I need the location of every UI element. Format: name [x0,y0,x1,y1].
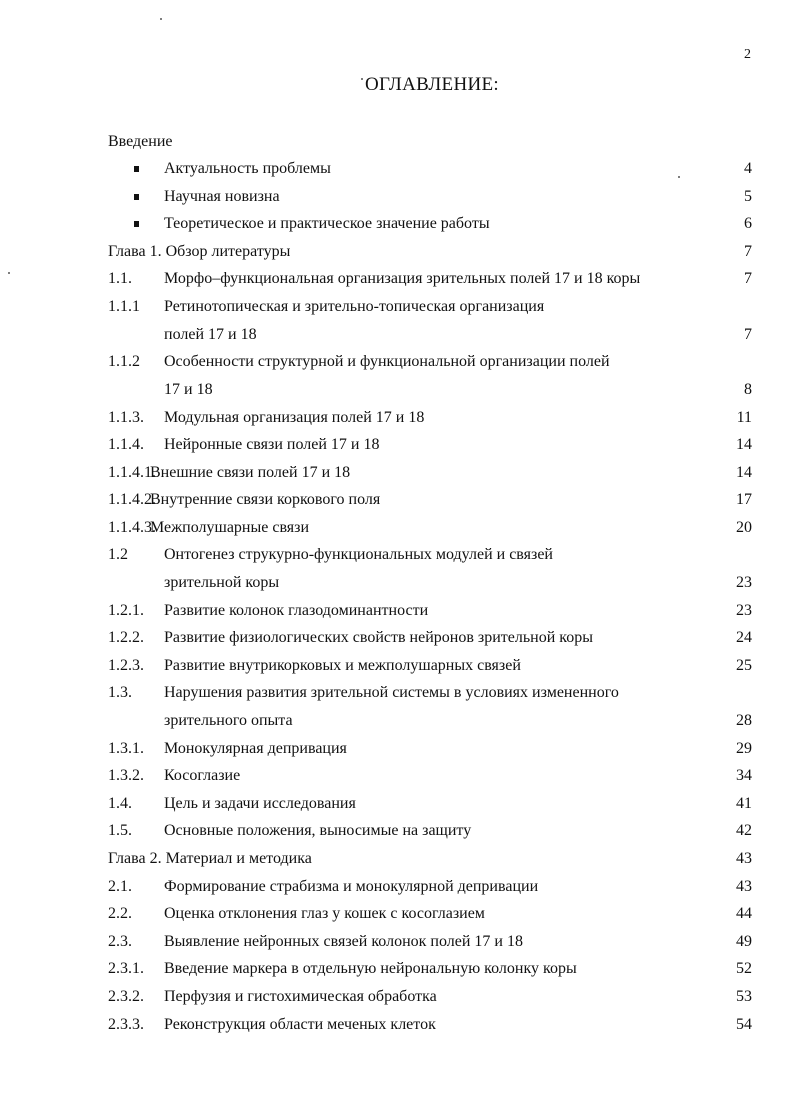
toc-entry-page: 43 [736,878,752,895]
toc-entry-text: Введение [108,133,173,150]
toc-chapter-heading[interactable] [0,845,794,872]
toc-entry-text: зрительной коры [164,574,280,591]
toc-entry-number: 1.1.4.3. [108,519,156,536]
toc-entry[interactable] [0,735,794,762]
bullet-icon [134,194,139,200]
toc-entry-page: 53 [736,988,752,1005]
toc-entry-page: 7 [744,326,752,343]
toc-entry[interactable] [0,873,794,900]
toc-entry-text: Перфузия и гистохимическая обработка [164,988,437,1005]
toc-intro-item[interactable] [0,210,794,237]
toc-entry-text: Ретинотопическая и зрительно-топическая организация [164,298,545,315]
toc-entry-page: 54 [736,1016,752,1033]
toc-entry-text: Научная новизна [164,188,280,205]
toc-entry-page: 28 [736,712,752,729]
page-title: ОГЛАВЛЕНИЕ: [365,74,499,95]
toc-entry[interactable] [0,541,794,568]
toc-entry-text: зрительного опыта [164,712,293,729]
toc-entry-page: 6 [744,215,752,232]
toc-entry-number: 2.3.2. [108,988,144,1005]
toc-entry-number: 1.2.3. [108,657,144,674]
toc-entry-number: 1.1.2 [108,353,140,370]
toc-entry-page: 44 [736,905,752,922]
toc-entry-text: Развитие внутрикорковых и межполушарных связей [164,657,521,674]
toc-entry-text: Оценка отклонения глаз у кошек с косоглазием [164,905,485,922]
toc-entry-continuation[interactable] [0,707,794,734]
toc-entry-number: 2.3.1. [108,960,144,977]
toc-chapter-heading[interactable] [0,238,794,265]
toc-entry-number: 1.5. [108,822,132,839]
toc-entry-text: Особенности структурной и функциональной организации полей [164,353,610,370]
toc-entry-text: Реконструкция области меченых клеток [164,1016,436,1033]
toc-entry[interactable] [0,762,794,789]
toc-entry-text: Морфо–функциональная организация зрительных полей 17 и 18 коры [164,270,641,287]
toc-entry-page: 23 [736,574,752,591]
toc-entry[interactable] [0,900,794,927]
toc-entry-text: Цель и задачи исследования [164,795,356,812]
toc-entry-number: 1.1. [108,270,132,287]
toc-entry[interactable] [0,514,794,541]
toc-entry-page: 41 [736,795,752,812]
scan-speck [160,18,162,20]
toc-entry-number: 1.2 [108,546,128,563]
toc-entry[interactable] [0,597,794,624]
toc-entry-number: 1.1.1 [108,298,140,315]
toc-entry-number: 1.1.4.2. [108,491,156,508]
toc-entry-page: 11 [736,409,752,426]
toc-entry-page: 52 [736,960,752,977]
toc-entry-text: Внутренние связи коркового поля [150,491,381,508]
toc-entry-page: 7 [744,270,752,287]
toc-entry[interactable] [0,486,794,513]
toc-entry-page: 23 [736,602,752,619]
toc-entry-text: Выявление нейронных связей колонок полей 17 и 18 [164,933,523,950]
toc-entry[interactable] [0,955,794,982]
toc-entry[interactable] [0,624,794,651]
toc-entry-text: Актуальность проблемы [164,160,331,177]
toc-entry-number: 1.2.2. [108,629,144,646]
toc-entry-text: Косоглазие [164,767,241,784]
toc-entry[interactable] [0,1011,794,1038]
toc-entry[interactable] [0,679,794,706]
toc-entry-page: 20 [736,519,752,536]
toc-intro-heading[interactable] [0,128,794,155]
toc-entry-page: 25 [736,657,752,674]
toc-entry-number: 2.3.3. [108,1016,144,1033]
toc-entry-page: 8 [744,381,752,398]
toc-entry-text: Нарушения развития зрительной системы в условиях измененного [164,684,619,701]
toc-entry-number: 2.1. [108,878,132,895]
scan-speck [361,78,363,80]
toc-entry[interactable] [0,928,794,955]
toc-entry-number: 1.3.2. [108,767,144,784]
toc-entry-text: Глава 2. Материал и методика [108,850,312,867]
toc-entry-text: Модульная организация полей 17 и 18 [164,409,425,426]
toc-entry-continuation[interactable] [0,569,794,596]
toc-entry[interactable] [0,431,794,458]
toc-entry-number: 1.1.4.1. [108,464,156,481]
bullet-icon [134,166,139,172]
toc-entry[interactable] [0,265,794,292]
toc-entry[interactable] [0,983,794,1010]
toc-entry[interactable] [0,790,794,817]
toc-entry-number: 2.3. [108,933,132,950]
toc-entry-page: 43 [736,850,752,867]
toc-entry-page: 17 [736,491,752,508]
toc-entry[interactable] [0,459,794,486]
toc-entry-text: Глава 1. Обзор литературы [108,243,291,260]
toc-entry-text: Развитие колонок глазодоминантности [164,602,429,619]
toc-entry-continuation[interactable] [0,376,794,403]
toc-entry-text: Теоретическое и практическое значение работы [164,215,490,232]
toc-entry-number: 1.3.1. [108,740,144,757]
toc-entry[interactable] [0,348,794,375]
toc-entry-number: 2.2. [108,905,132,922]
toc-entry-page: 24 [736,629,752,646]
toc-entry-text: Основные положения, выносимые на защиту [164,822,472,839]
toc-entry-number: 1.3. [108,684,132,701]
toc-entry-number: 1.2.1. [108,602,144,619]
toc-entry-text: Внешние связи полей 17 и 18 [150,464,351,481]
toc-intro-item[interactable] [0,155,794,182]
page-number: 2 [744,47,751,62]
toc-entry-text: Введение маркера в отдельную нейрональную колонку коры [164,960,577,977]
toc-entry[interactable] [0,404,794,431]
toc-entry-page: 14 [736,464,752,481]
toc-entry-page: 4 [744,160,752,177]
toc-entry-number: 1.1.4. [108,436,144,453]
toc-entry-page: 7 [744,243,752,260]
toc-entry[interactable] [0,817,794,844]
toc-entry-text: Формирование страбизма и монокулярной депривации [164,878,539,895]
toc-entry[interactable] [0,652,794,679]
toc-entry-page: 29 [736,740,752,757]
toc-entry-page: 42 [736,822,752,839]
toc-entry-page: 34 [736,767,752,784]
bullet-icon [134,221,139,227]
toc-entry-text: Монокулярная депривация [164,740,347,757]
toc-entry[interactable] [0,293,794,320]
toc-intro-item[interactable] [0,183,794,210]
toc-entry-number: 1.4. [108,795,132,812]
toc-entry-text: Нейронные связи полей 17 и 18 [164,436,380,453]
toc-entry-page: 49 [736,933,752,950]
toc-entry-text: Межполушарные связи [150,519,310,536]
toc-entry-text: 17 и 18 [164,381,213,398]
toc-entry-text: Развитие физиологических свойств нейронов зрительной коры [164,629,593,646]
toc-entry-number: 1.1.3. [108,409,144,426]
toc-entry-text: полей 17 и 18 [164,326,257,343]
toc-entry-text: Онтогенез струкурно-функциональных модулей и связей [164,546,553,563]
toc-entry-page: 14 [736,436,752,453]
toc-entry-page: 5 [744,188,752,205]
toc-entry-continuation[interactable] [0,321,794,348]
